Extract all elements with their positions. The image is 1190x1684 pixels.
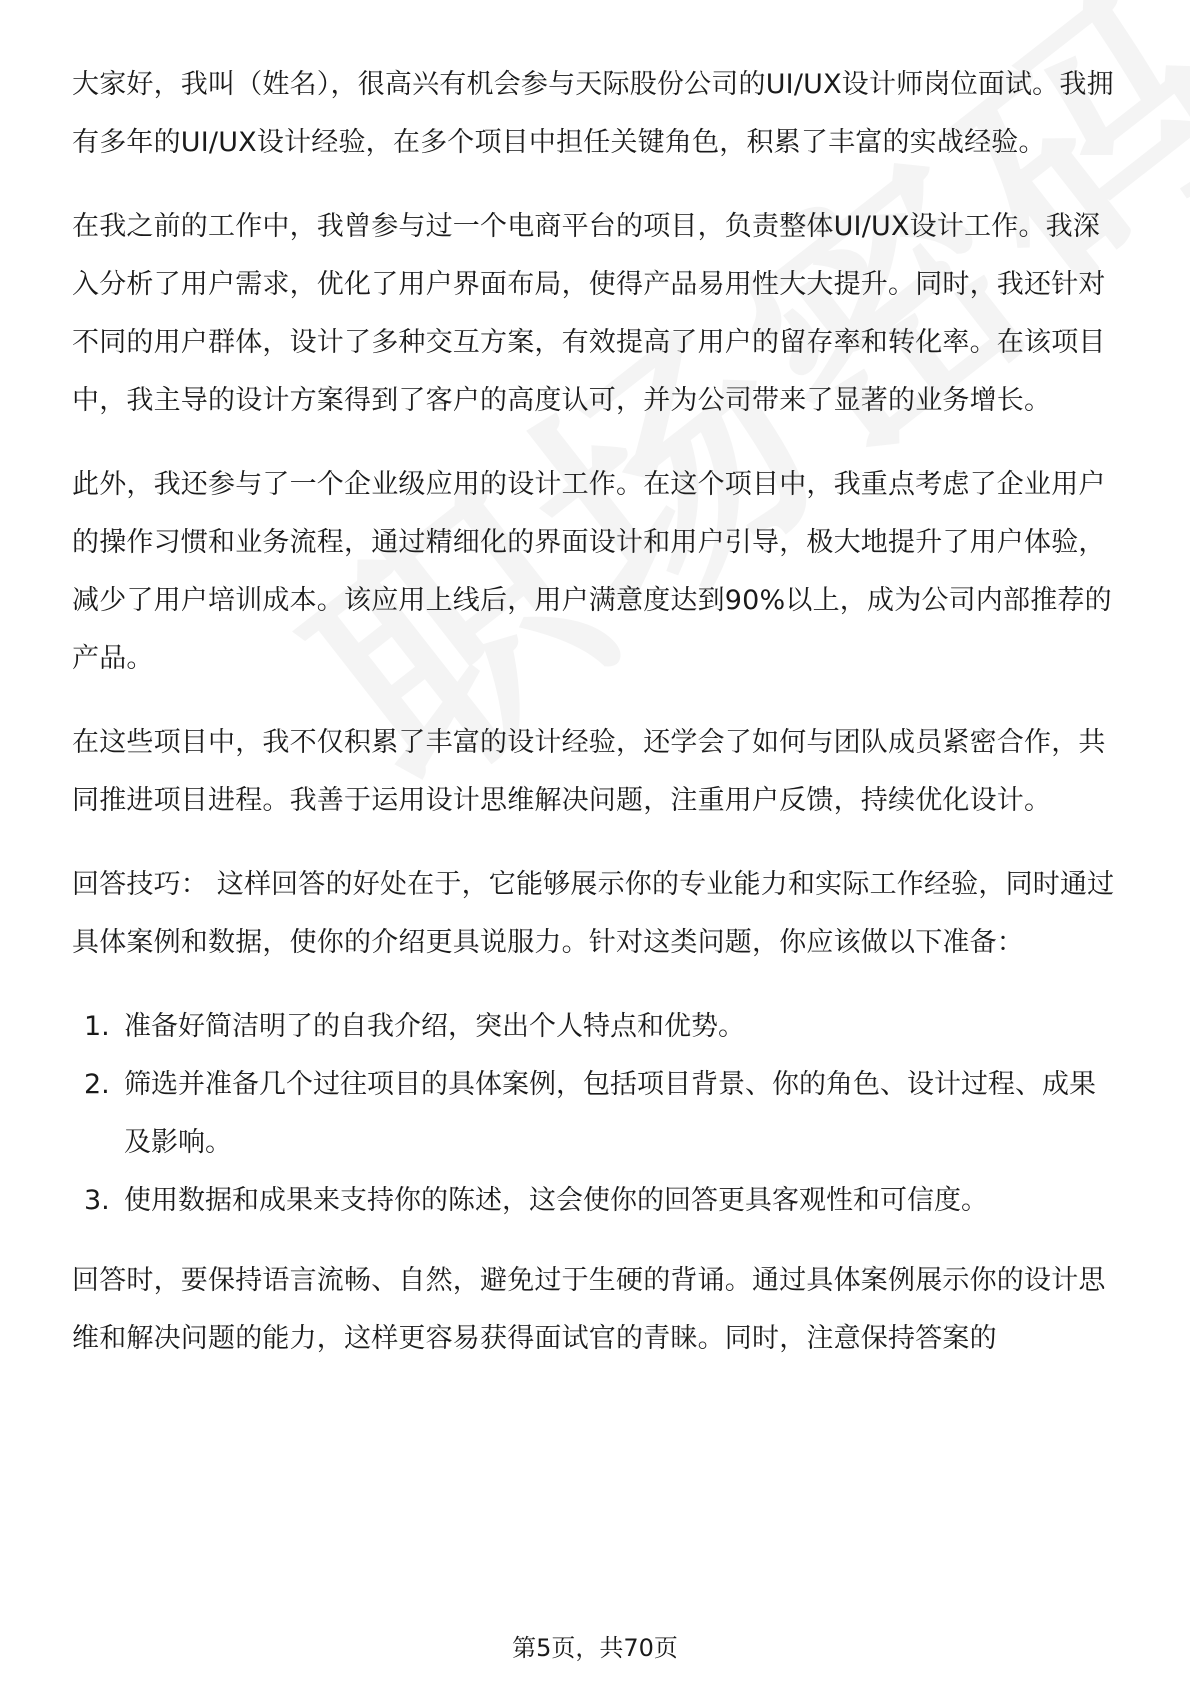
list-item-text: 使用数据和成果来支持你的陈述，这会使你的回答更具客观性和可信度。 (124, 1185, 988, 1216)
list-item (72, 998, 1118, 1056)
paragraph-enterprise-project: 此外，我还参与了一个企业级应用的设计工作。在这个项目中，我重点考虑了企业用户的操作习惯和业务流程，通过精细化的界面设计和用户引导，极大地提升了用户体验，减少了用户培训成本。该应用上线后，用户满意度达到90%以上，成为公司内部推荐的产品。 (72, 469, 1112, 674)
list-item (72, 1172, 1118, 1230)
paragraph-intro: 大家好，我叫（姓名），很高兴有机会参与天际股份公司的UI/UX设计师岗位面试。我拥有多年的UI/UX设计经验，在多个项目中担任关键角色，积累了丰富的实战经验。 (72, 69, 1114, 158)
paragraph-ecommerce-project: 在我之前的工作中，我曾参与过一个电商平台的项目，负责整体UI/UX设计工作。我深入分析了用户需求，优化了用户界面布局，使得产品易用性大大提升。同时，我还针对不同的用户群体，设计了多种交互方案，有效提高了用户的留存率和转化率。在该项目中，我主导的设计方案得到了客户的高度认可，并为公司带来了显著的业务增长。 (72, 211, 1106, 416)
page-content (72, 56, 1118, 1394)
list-item-text: 准备好简洁明了的自我介绍，突出个人特点和优势。 (124, 1011, 745, 1042)
page-footer: 第5页，共70页 (512, 1634, 678, 1662)
list-item-text: 筛选并准备几个过往项目的具体案例，包括项目背景、你的角色、设计过程、成果及影响。 (124, 1069, 1096, 1158)
preparation-list (72, 998, 1118, 1230)
list-item-number: 2. (84, 1069, 110, 1100)
paragraph-answer-tips: 回答技巧： 这样回答的好处在于，它能够展示你的专业能力和实际工作经验，同时通过具体案例和数据，使你的介绍更具说服力。针对这类问题，你应该做以下准备： (72, 869, 1115, 958)
paragraph-closing: 回答时，要保持语言流畅、自然，避免过于生硬的背诵。通过具体案例展示你的设计思维和解决问题的能力，这样更容易获得面试官的青睐。同时，注意保持答案的 (72, 1265, 1106, 1354)
list-item (72, 1056, 1118, 1172)
list-item-number: 3. (84, 1185, 110, 1216)
list-item-number: 1. (84, 1011, 110, 1042)
paragraph-teamwork: 在这些项目中，我不仅积累了丰富的设计经验，还学会了如何与团队成员紧密合作，共同推进项目进程。我善于运用设计思维解决问题，注重用户反馈，持续优化设计。 (72, 727, 1106, 816)
